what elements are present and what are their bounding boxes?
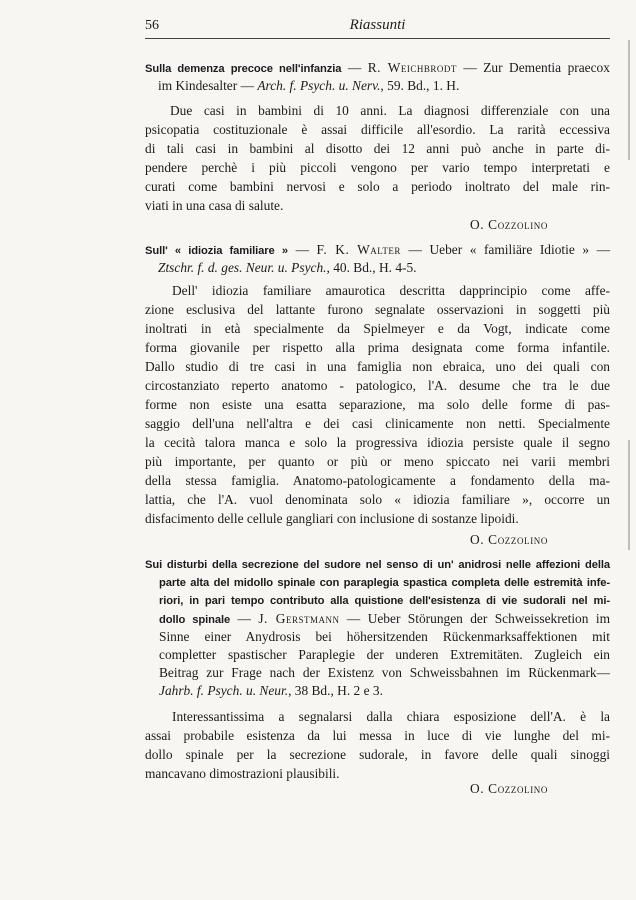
- review2-body-line: zione esclusiva del lattante furono segnalate osservazioni in soggetti più: [145, 302, 610, 317]
- review2-author: F. K. Walter: [316, 242, 401, 257]
- review2-body-line: Dell' idiozia familiare amaurotica descritta dapprincipio come affe-: [172, 283, 610, 298]
- review3-title-l3: completter spastischer Paraplegie der underen Extremitäten. Zugleich ein: [159, 647, 610, 662]
- review2-body-line: forma giovanile per rispetto alla prima designata come forma infantile.: [145, 340, 610, 355]
- review2-body-line: la cecità talora manca e solo la progressiva idiozia persiste quale il segno: [145, 435, 610, 450]
- review3-body-line: Interessantissima a segnalarsi dalla chiara esposizione dell'A. è la: [172, 709, 610, 724]
- review2-body-line: disfacimento delle cellule gangliari con inclusione di sostanze lipoidi.: [145, 511, 519, 526]
- review1-author: R. Weichbrodt: [367, 60, 457, 75]
- review1-body-line: psicopatia costituzionale è assai difficile all'esordio. La rarità eccessiva: [145, 122, 610, 137]
- review2-subject: Sull' « idiozia familiare »: [145, 245, 288, 257]
- review3-subject-l3: riori, in pari tempo contributo alla quistione dell'esistenza di vie sudorali nel mi-: [159, 595, 610, 607]
- review2-body-line: Dallo studio di tre casi in una famiglia non ebraica, uno dei quali con: [145, 359, 610, 374]
- review2-heading-line1: Sull' « idiozia familiare » — F. K. Walter — Ueber « familiäre Idiotie » —: [145, 242, 610, 257]
- review2-title: Ueber « familiäre Idiotie »: [429, 242, 590, 257]
- review1-heading-line2: im Kindesalter — Arch. f. Psych. u. Nerv., 59. Bd., 1. H.: [158, 78, 460, 93]
- running-title: Riassunti: [349, 17, 406, 33]
- review3-body-line: assai probabile esistenza da lui messa in luce di vie lunghe del mi-: [145, 728, 610, 743]
- review1-subject: Sulla demenza precoce nell'infanzia: [145, 63, 342, 75]
- review2-signature: O. Cozzolino: [470, 532, 548, 547]
- review2-body-line: della stessa famiglia. Anatomo-patologicamente a fondamento della ma-: [145, 473, 610, 488]
- review1-ref: 59. Bd., 1. H.: [387, 78, 460, 93]
- review2-body-line: saggio dell'una nell'altra e dei casi clinicamente non netti. Specialmente: [145, 416, 610, 431]
- review3-journal: Jahrb. f. Psych. u. Neur.: [159, 683, 289, 698]
- review3-subject-l2: parte alta del midollo spinale con paraplegia spastica completa delle estremità infe-: [159, 577, 610, 589]
- review3-signature: O. Cozzolino: [470, 781, 548, 796]
- review3-title-l4: Beitrag zur Frage nach der Existenz von Schweissbahnen im Rückenmark: [159, 665, 597, 680]
- page-header: [145, 16, 610, 39]
- review2-body-line: più importante, per quanto or più or meno spiccato nei varii membri: [145, 454, 610, 469]
- review1-body-line: di tali casi in bambini al disotto dei 12 anni può anche in parte di-: [145, 141, 610, 156]
- review2-heading-line2: Ztschr. f. d. ges. Neur. u. Psych., 40. Bd., H. 4-5.: [158, 260, 417, 275]
- review3-title-l2: Sinne einer Anydrosis bei höhersitzenden Rückenmarksaffektionen mit: [159, 629, 610, 644]
- review3-body-line: mancavano dimostrazioni plausibili.: [145, 766, 340, 781]
- review3-heading-line8: Beitrag zur Frage nach der Existenz von Schweissbahnen im Rückenmark—: [159, 665, 610, 680]
- review3-ref: 38 Bd., H. 2 e 3.: [294, 683, 383, 698]
- review1-body-line: Due casi in bambini di 10 anni. La diagnosi differenziale con una: [170, 103, 610, 118]
- review2-journal: Ztschr. f. d. ges. Neur. u. Psych.: [158, 260, 327, 275]
- review1-body-line: curati come bambini nervosi e solo a periodo inoltrato del male rin-: [145, 179, 610, 194]
- review1-body-line: viati in una casa di salute.: [145, 198, 284, 213]
- review2-body-line: lattia, che l'A. vuol denominata solo « idiozia familiare », occorre un: [145, 492, 610, 507]
- review3-heading-line9: Jahrb. f. Psych. u. Neur., 38 Bd., H. 2 e 3.: [159, 683, 383, 698]
- review3-subject-l1: Sui disturbi della secrezione del sudore nel senso di un' anidrosi nelle affezioni della: [145, 559, 610, 571]
- review3-subject-l4: dollo spinale: [159, 614, 231, 626]
- review2-body-line: circostanziato reperto anatomo - patologico, l'A. desume che tra le due: [145, 378, 610, 393]
- review2-body-line: inoltrati in età specialmente da Spielmeyer e da Vogt, indicate come: [145, 321, 610, 336]
- review3-body-line: dollo spinale per la secrezione sudorale, in favore delle quali sinoggi: [145, 747, 610, 762]
- review3-heading-line4: dollo spinale — J. Gerstmann — Ueber Störungen der Schweissekretion im: [159, 611, 610, 626]
- review2-body-line: forme non esiste una esatta separazione, ma solo delle forme di pas-: [145, 397, 610, 412]
- review2-ref: 40. Bd., H. 4-5.: [333, 260, 417, 275]
- review3-author: J. Gerstmann: [258, 611, 340, 626]
- review1-signature: O. Cozzolino: [470, 217, 548, 232]
- scan-edge-mark: [628, 40, 630, 160]
- page-number: 56: [145, 18, 159, 33]
- scan-edge-mark: [628, 440, 630, 550]
- review1-title-l1: Zur Dementia praecox: [483, 60, 610, 75]
- review3-title-l1: Ueber Störungen der Schweissekretion im: [367, 611, 610, 626]
- review1-journal: Arch. f. Psych. u. Nerv.: [257, 78, 381, 93]
- review1-body-line: pendere perchè i più piccoli vengono per vario tempo interpretati e: [145, 160, 610, 175]
- review1-heading-line1: Sulla demenza precoce nell'infanzia — R. Weichbrodt — Zur Dementia praecox: [145, 60, 610, 75]
- review1-title-l2: im Kindesalter: [158, 78, 238, 93]
